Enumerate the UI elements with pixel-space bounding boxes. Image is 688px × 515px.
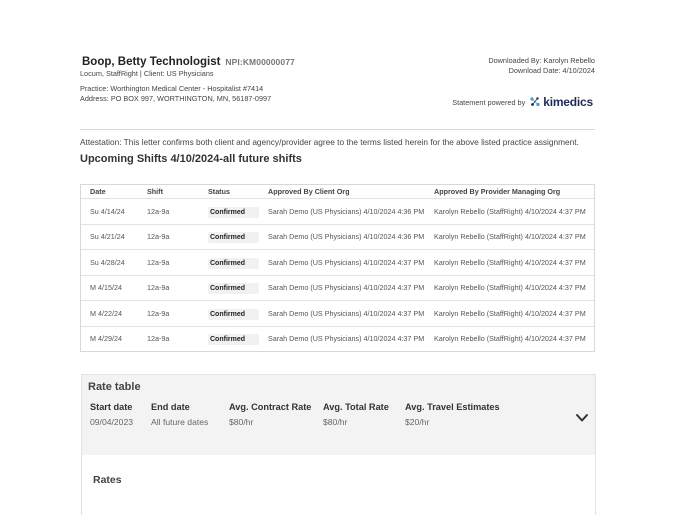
client-approval: Sarah Demo (US Physicians) 4/10/2024 4:37 PM (268, 308, 425, 318)
status-badge: Confirmed (208, 309, 259, 320)
provider-approval: Karolyn Rebello (StaffRight) 4/10/2024 4:37 PM (434, 308, 586, 318)
rates-panel (81, 455, 596, 515)
address-line: Address: PO BOX 997, WORTHINGTON, MN, 56187-0997 (80, 94, 272, 103)
table-row (81, 275, 594, 301)
upcoming-shifts-title: Upcoming Shifts 4/10/2024-all future shifts (80, 153, 302, 165)
rate-avg-total (323, 402, 389, 427)
shifts-table (80, 184, 595, 352)
shift-time: 12a-9a (147, 257, 170, 267)
shift-date: Su 4/14/24 (90, 206, 125, 216)
attestation-text: Attestation: This letter confirms both client and agency/provider agree to the terms listed herein for the above listed practice assignment. (80, 137, 579, 147)
table-row (81, 224, 594, 250)
chevron-down-icon[interactable] (575, 413, 589, 423)
start-date-value: 09/04/2023 (90, 417, 134, 427)
download-date: Download Date: 4/10/2024 (508, 66, 595, 75)
client-approval: Sarah Demo (US Physicians) 4/10/2024 4:36 PM (268, 206, 425, 216)
kimedics-logo-icon (529, 96, 541, 108)
client-approval: Sarah Demo (US Physicians) 4/10/2024 4:37 PM (268, 334, 425, 344)
client-approval: Sarah Demo (US Physicians) 4/10/2024 4:37 PM (268, 283, 425, 293)
provider-approval: Karolyn Rebello (StaffRight) 4/10/2024 4:37 PM (434, 206, 586, 216)
rates-title: Rates (93, 474, 122, 486)
table-row (81, 326, 594, 352)
avg-travel-value: $20/hr (405, 417, 430, 427)
column-header-client: Approved By Client Org (268, 187, 350, 196)
table-row (81, 249, 594, 275)
column-header-status: Status (208, 187, 230, 196)
provider-subtitle: Locum, StaffRight | Client: US Physicians (80, 69, 214, 78)
avg-contract-rate-label: Avg. Contract Rate (229, 402, 312, 412)
shift-date: Su 4/28/24 (90, 257, 125, 267)
status-badge: Confirmed (208, 283, 259, 294)
shift-date: M 4/29/24 (90, 334, 122, 344)
column-header-shift: Shift (147, 187, 163, 196)
rate-end-date (151, 402, 208, 427)
kimedics-logo (529, 95, 593, 109)
rate-table-title: Rate table (88, 381, 141, 393)
end-date-label: End date (151, 402, 190, 412)
status-badge: Confirmed (208, 232, 259, 243)
status-badge: Confirmed (208, 207, 259, 218)
shift-time: 12a-9a (147, 334, 170, 344)
practice-line: Practice: Worthington Medical Center - Hospitalist #7414 (80, 84, 264, 93)
status-badge: Confirmed (208, 334, 259, 345)
kimedics-logo-text: kimedics (543, 95, 593, 109)
rate-avg-contract (229, 402, 311, 427)
provider-approval: Karolyn Rebello (StaffRight) 4/10/2024 4:37 PM (434, 232, 586, 242)
avg-total-rate-value: $80/hr (323, 417, 348, 427)
shift-time: 12a-9a (147, 206, 170, 216)
avg-contract-rate-value: $80/hr (229, 417, 254, 427)
column-header-provider: Approved By Provider Managing Org (434, 187, 561, 196)
table-row (81, 198, 594, 224)
download-info (488, 56, 595, 76)
provider-name: Boop, Betty Technologist (82, 56, 221, 68)
rate-table-panel[interactable] (81, 374, 596, 457)
end-date-value: All future dates (151, 417, 209, 427)
powered-by (452, 95, 593, 109)
npi-label: NPI:KM00000077 (225, 57, 295, 67)
shift-date: M 4/22/24 (90, 308, 122, 318)
rate-start-date (90, 402, 133, 427)
avg-travel-label: Avg. Travel Estimates (405, 402, 500, 412)
avg-total-rate-label: Avg. Total Rate (323, 402, 389, 412)
shift-time: 12a-9a (147, 232, 170, 242)
table-row (81, 300, 594, 326)
provider-approval: Karolyn Rebello (StaffRight) 4/10/2024 4:37 PM (434, 334, 586, 344)
table-header-row (81, 185, 594, 198)
status-badge: Confirmed (208, 258, 259, 269)
powered-by-label: Statement powered by (452, 97, 526, 107)
shift-time: 12a-9a (147, 308, 170, 318)
shift-time: 12a-9a (147, 283, 170, 293)
client-approval: Sarah Demo (US Physicians) 4/10/2024 4:37 PM (268, 257, 425, 267)
statement-page (80, 54, 595, 352)
header-divider (80, 129, 595, 130)
statement-header (80, 54, 595, 129)
provider-approval: Karolyn Rebello (StaffRight) 4/10/2024 4:37 PM (434, 283, 586, 293)
client-approval: Sarah Demo (US Physicians) 4/10/2024 4:36 PM (268, 232, 425, 242)
downloaded-by: Downloaded By: Karolyn Rebello (488, 56, 595, 65)
shift-date: Su 4/21/24 (90, 232, 125, 242)
rate-avg-travel (405, 402, 500, 427)
provider-approval: Karolyn Rebello (StaffRight) 4/10/2024 4:37 PM (434, 257, 586, 267)
shift-date: M 4/15/24 (90, 283, 122, 293)
start-date-label: Start date (90, 402, 133, 412)
column-header-date: Date (90, 187, 106, 196)
